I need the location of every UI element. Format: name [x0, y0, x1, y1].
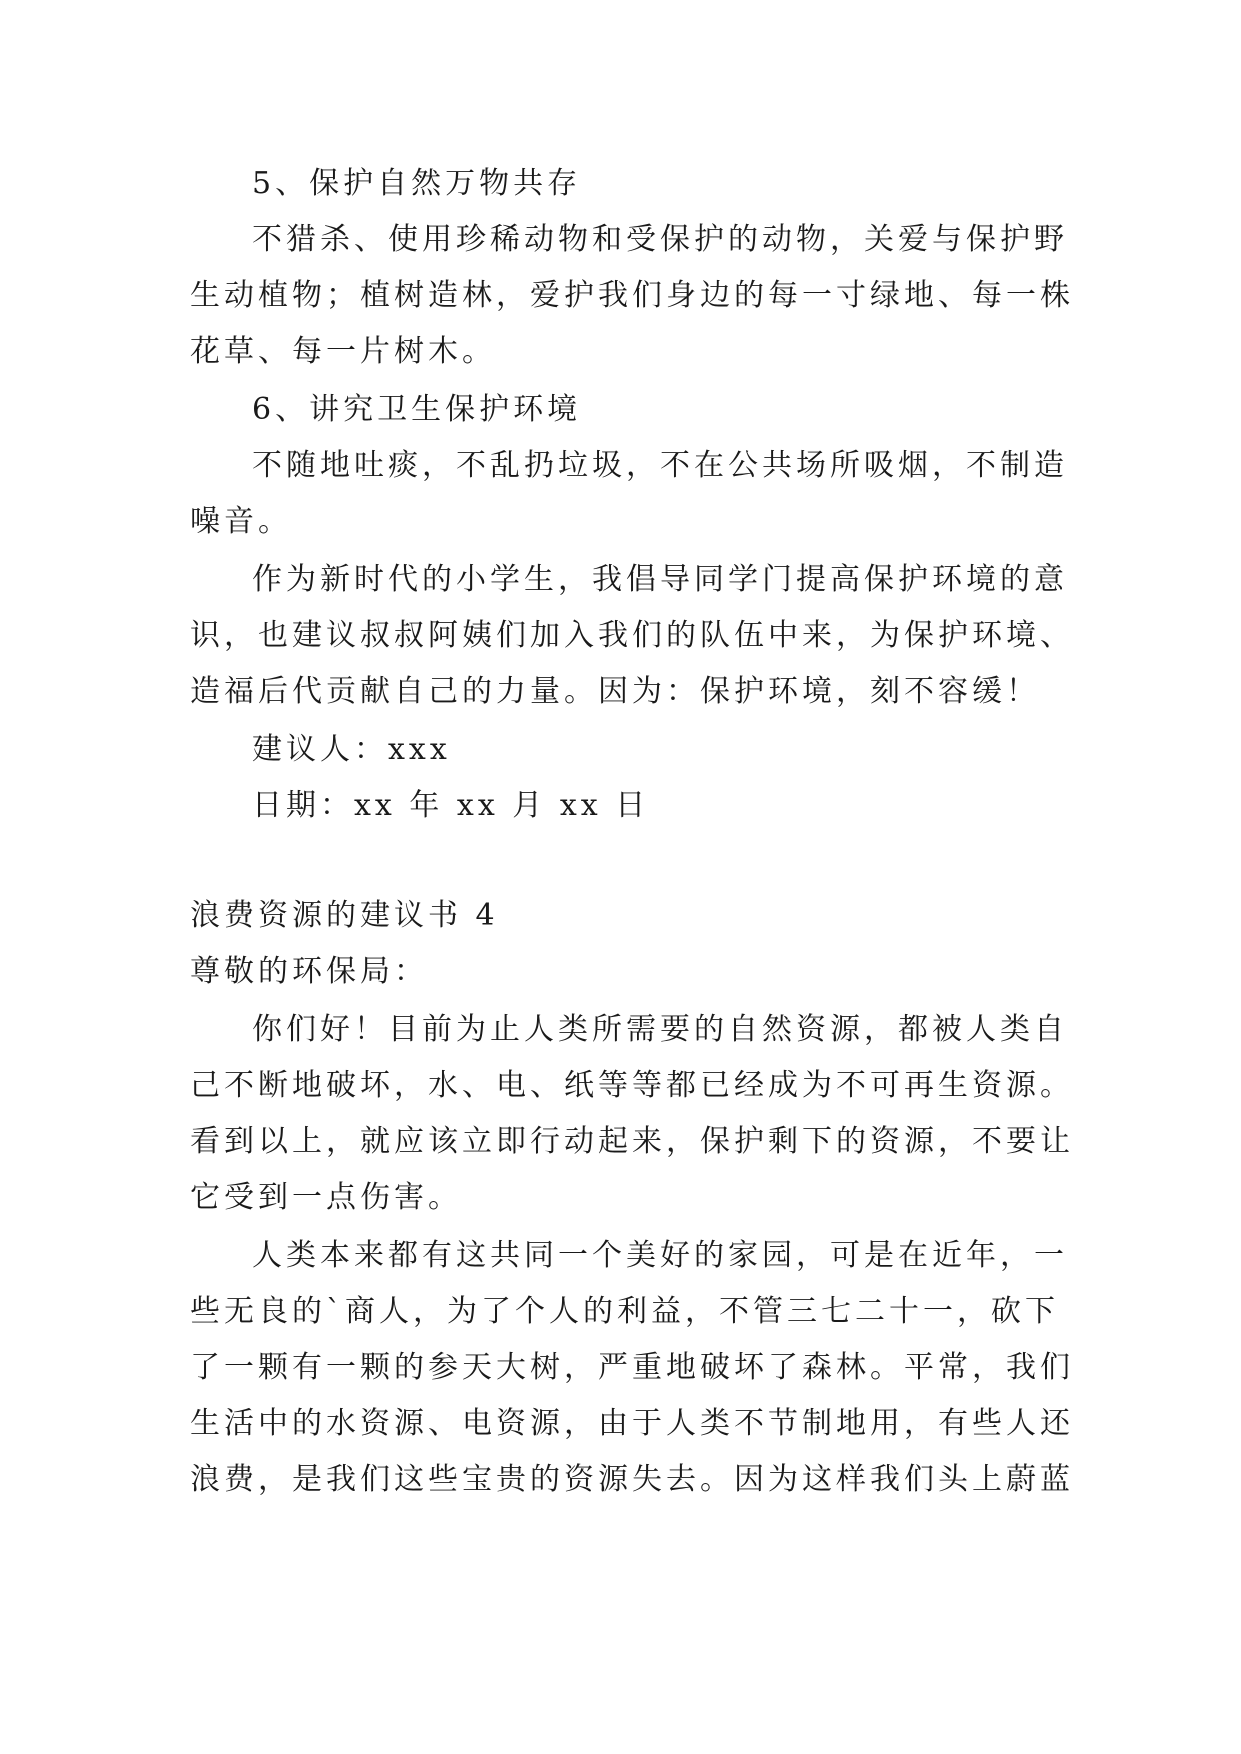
paragraph-line: 人类本来都有这共同一个美好的家园，可是在近年，一: [252, 1238, 1068, 1273]
paragraph-line: 浪费，是我们这些宝贵的资源失去。因为这样我们头上蔚蓝: [190, 1462, 1074, 1497]
paragraph-line: 造福后代贡献自己的力量。因为：保护环境，刻不容缓！: [190, 674, 1040, 709]
paragraph-line: 识，也建议叔叔阿姨们加入我们的队伍中来，为保护环境、: [190, 618, 1074, 653]
paragraph-line: 不猎杀、使用珍稀动物和受保护的动物，关爱与保护野: [252, 222, 1068, 257]
paragraph-line: 生动植物；植树造林，爱护我们身边的每一寸绿地、每一株: [190, 278, 1074, 313]
salutation: 尊敬的环保局：: [190, 954, 428, 989]
paragraph-line: 己不断地破坏，水、电、纸等等都已经成为不可再生资源。: [190, 1068, 1074, 1103]
section-heading-5: 5、保护自然万物共存: [252, 166, 582, 201]
paragraph-line: 噪音。: [190, 504, 292, 539]
letter-title: 浪费资源的建议书 4: [190, 898, 499, 933]
paragraph-line: 花草、每一片树木。: [190, 334, 496, 369]
paragraph-line: 些无良的`商人，为了个人的利益，不管三七二十一，砍下: [190, 1294, 1059, 1329]
paragraph-line: 它受到一点伤害。: [190, 1180, 462, 1215]
paragraph-line: 不随地吐痰，不乱扔垃圾，不在公共场所吸烟，不制造: [252, 448, 1068, 483]
paragraph-line: 看到以上，就应该立即行动起来，保护剩下的资源，不要让: [190, 1124, 1074, 1159]
paragraph-line: 生活中的水资源、电资源，由于人类不节制地用，有些人还: [190, 1406, 1074, 1441]
date-line: 日期：xx 年 xx 月 xx 日: [252, 788, 650, 823]
paragraph-line: 了一颗有一颗的参天大树，严重地破坏了森林。平常，我们: [190, 1350, 1074, 1385]
signature-line: 建议人：xxx: [252, 732, 451, 767]
section-heading-6: 6、讲究卫生保护环境: [252, 392, 582, 427]
paragraph-line: 你们好！目前为止人类所需要的自然资源，都被人类自: [252, 1012, 1068, 1047]
paragraph-line: 作为新时代的小学生，我倡导同学门提高保护环境的意: [252, 562, 1068, 597]
